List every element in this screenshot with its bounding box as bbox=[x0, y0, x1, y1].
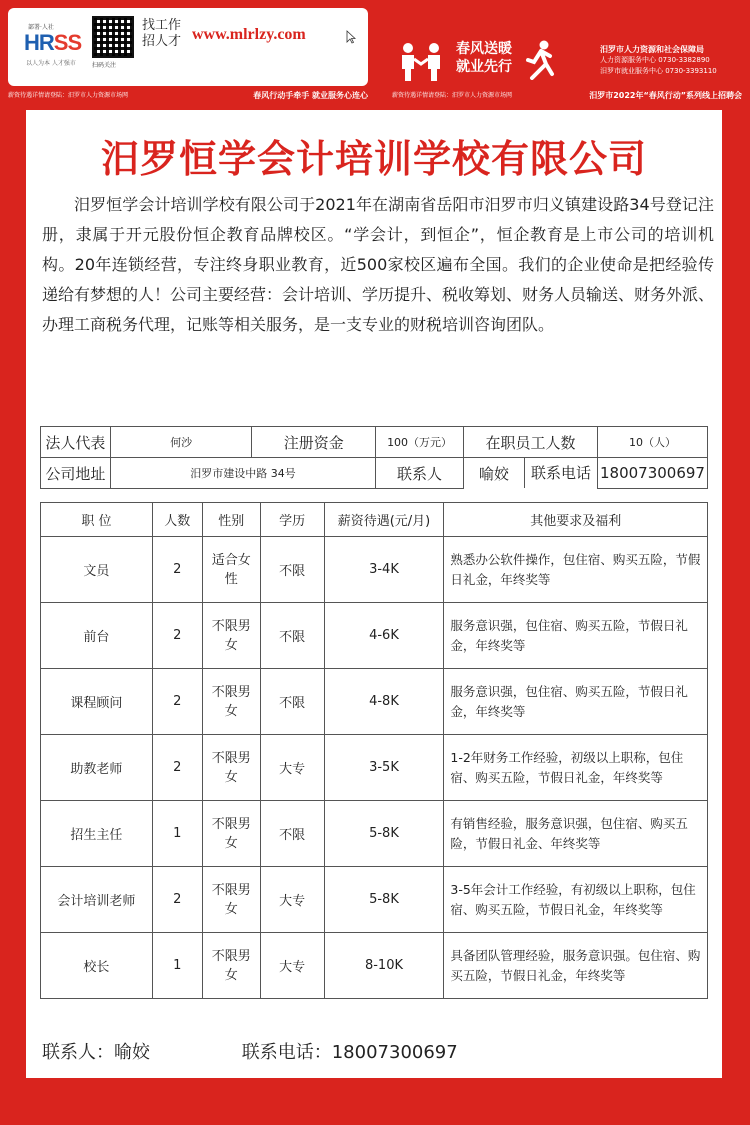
hrss-panel bbox=[8, 8, 368, 86]
top-banner bbox=[0, 0, 750, 105]
bureau-info bbox=[600, 44, 717, 77]
staff-value: 10（人） bbox=[597, 427, 707, 458]
phone-value[interactable]: 18007300697 bbox=[597, 458, 707, 489]
job-salary: 4-6K bbox=[324, 603, 444, 669]
contact-cell bbox=[464, 458, 597, 488]
jobs-header-row bbox=[41, 503, 708, 537]
job-salary: 3-4K bbox=[324, 537, 444, 603]
hrss-logo bbox=[20, 18, 90, 73]
legal-rep-value: 何沙 bbox=[110, 427, 252, 458]
contact-value: 喻姣 bbox=[478, 464, 509, 483]
qr-label: 扫码关注 bbox=[92, 62, 117, 69]
footer-phone-label: 联系电话： bbox=[241, 1042, 332, 1063]
job-gender: 不限男女 bbox=[202, 603, 260, 669]
job-gender: 适合女性 bbox=[202, 537, 260, 603]
job-requirements: 服务意识强，包住宿、购买五险，节假日礼金，年终奖等 bbox=[444, 603, 708, 669]
address-label: 公司地址 bbox=[41, 458, 111, 489]
seek-line-1: 找工作 bbox=[142, 18, 182, 33]
job-education: 不限 bbox=[260, 801, 324, 867]
job-gender: 不限男女 bbox=[202, 669, 260, 735]
job-requirements: 有销售经验，服务意识强，包住宿、购买五险，节假日礼金、年终奖等 bbox=[444, 801, 708, 867]
bureau-title: 汨罗市人力资源和社会保障局 bbox=[600, 45, 704, 54]
job-gender: 不限男女 bbox=[202, 801, 260, 867]
runner-icon bbox=[524, 40, 556, 80]
job-gender: 不限男女 bbox=[202, 735, 260, 801]
job-position: 校长 bbox=[41, 933, 153, 999]
footer-phone-value[interactable]: 18007300697 bbox=[331, 1042, 458, 1063]
table-row bbox=[41, 603, 708, 669]
job-education: 大专 bbox=[260, 735, 324, 801]
table-row bbox=[41, 735, 708, 801]
info-row-2 bbox=[41, 458, 708, 489]
job-requirements: 1-2年财务工作经验，初级以上职称，包住宿、购买五险，节假日礼金，年终奖等 bbox=[444, 735, 708, 801]
capital-value: 100（万元） bbox=[376, 427, 464, 458]
job-salary: 5-8K bbox=[324, 801, 444, 867]
header-count: 人数 bbox=[152, 503, 202, 537]
job-count: 2 bbox=[152, 867, 202, 933]
job-count: 2 bbox=[152, 735, 202, 801]
table-row bbox=[41, 867, 708, 933]
table-row bbox=[41, 537, 708, 603]
header-gender: 性别 bbox=[202, 503, 260, 537]
job-position: 课程顾问 bbox=[41, 669, 153, 735]
job-position: 前台 bbox=[41, 603, 153, 669]
hrss-logo-accent: SS bbox=[53, 30, 82, 55]
job-position: 助教老师 bbox=[41, 735, 153, 801]
footer-contact-label: 联系人： bbox=[42, 1042, 114, 1063]
job-count: 2 bbox=[152, 603, 202, 669]
company-title: 汨罗恒学会计培训学校有限公司 bbox=[100, 137, 647, 181]
bureau-line-1: 人力资源服务中心 0730-3382890 bbox=[600, 56, 710, 64]
slogan-line-1: 春风送暖 bbox=[456, 41, 512, 57]
job-position: 会计培训老师 bbox=[41, 867, 153, 933]
header-salary: 薪资待遇(元/月) bbox=[324, 503, 444, 537]
footer-contact bbox=[42, 1038, 458, 1064]
job-salary: 8-10K bbox=[324, 933, 444, 999]
job-salary: 3-5K bbox=[324, 735, 444, 801]
hrss-logo-top: 部署·人社 bbox=[28, 24, 54, 31]
phone-label: 联系电话 bbox=[524, 458, 597, 488]
job-count: 1 bbox=[152, 933, 202, 999]
table-row bbox=[41, 801, 708, 867]
info-row-1 bbox=[41, 427, 708, 458]
job-requirements: 具备团队管理经验，服务意识强。包住宿、购买五险，节假日礼金，年终奖等 bbox=[444, 933, 708, 999]
job-requirements: 服务意识强，包住宿、购买五险，节假日礼金，年终奖等 bbox=[444, 669, 708, 735]
job-education: 大专 bbox=[260, 933, 324, 999]
table-row bbox=[41, 933, 708, 999]
band-right-slogan: 汨罗市2022年“春风行动”系列线上招聘会 bbox=[589, 91, 742, 100]
job-position: 文员 bbox=[41, 537, 153, 603]
bureau-line-2: 汨罗市就业服务中心 0730-3393110 bbox=[600, 67, 717, 75]
job-count: 1 bbox=[152, 801, 202, 867]
capital-label: 注册资金 bbox=[252, 427, 376, 458]
job-gender: 不限男女 bbox=[202, 867, 260, 933]
job-count: 2 bbox=[152, 537, 202, 603]
seek-line-2: 招人才 bbox=[142, 34, 182, 49]
jobs-table bbox=[40, 502, 708, 999]
company-intro: 汨罗恒学会计培训学校有限公司于2021年在湖南省岳阳市汨罗市归义镇建设路34号登记注册，隶属于开元股份恒企教育品牌校区。“学会计，到恒企”，恒企教育是上市公司的培训机构。20年连锁经营，专注终身职业教育，近500家校区遍布全国。我们的企业使命是把经验传递给有梦想的人！公司主要经营：会计培训、学历提升、税收筹划、财务人员输送、财务外派、办理工商税务代理，记账等相关服务，是一支专业的财税培训咨询团队。 bbox=[42, 195, 715, 334]
slogan-line-2: 就业先行 bbox=[456, 59, 512, 75]
job-requirements: 3-5年会计工作经验，有初级以上职称，包住宿、购买五险，节假日礼金，年终奖等 bbox=[444, 867, 708, 933]
staff-label: 在职员工人数 bbox=[463, 427, 597, 458]
band-left-slogan: 春风行动手牵手 就业服务心连心 bbox=[253, 91, 368, 100]
job-salary: 5-8K bbox=[324, 867, 444, 933]
qr-code-icon bbox=[92, 16, 134, 58]
job-education: 不限 bbox=[260, 669, 324, 735]
job-requirements: 熟悉办公软件操作，包住宿、购买五险，节假日礼金，年终奖等 bbox=[444, 537, 708, 603]
band-left-note: 薪资待遇详情请登陆：汨罗市人力资源市场网 bbox=[8, 92, 129, 99]
band-left bbox=[8, 90, 368, 101]
company-info-table bbox=[40, 426, 708, 489]
job-count: 2 bbox=[152, 669, 202, 735]
band-right bbox=[392, 90, 742, 101]
handshake-icon bbox=[396, 42, 446, 82]
spring-slogan bbox=[456, 40, 512, 76]
legal-rep-label: 法人代表 bbox=[41, 427, 111, 458]
header-education: 学历 bbox=[260, 503, 324, 537]
job-education: 不限 bbox=[260, 537, 324, 603]
hrss-logo-text: HRSS bbox=[24, 30, 82, 55]
header-requirements: 其他要求及福利 bbox=[444, 503, 708, 537]
job-position: 招生主任 bbox=[41, 801, 153, 867]
seek-slogan bbox=[142, 18, 190, 50]
header-position: 职 位 bbox=[41, 503, 153, 537]
hrss-logo-sub: 以人为本 人才强市 bbox=[26, 60, 76, 67]
cursor-icon bbox=[346, 30, 356, 44]
band-right-note: 薪资待遇详情请登陆：汨罗市人力资源市场网 bbox=[392, 92, 513, 99]
job-gender: 不限男女 bbox=[202, 933, 260, 999]
table-row bbox=[41, 669, 708, 735]
website-link[interactable]: www.mlrlzy.com bbox=[192, 26, 306, 43]
job-salary: 4-8K bbox=[324, 669, 444, 735]
job-education: 大专 bbox=[260, 867, 324, 933]
job-education: 不限 bbox=[260, 603, 324, 669]
address-value: 汨罗市建设中路 34号 bbox=[110, 458, 375, 489]
poster-card bbox=[26, 110, 722, 1078]
footer-contact-value: 喻姣 bbox=[114, 1042, 150, 1063]
contact-label: 联系人 bbox=[376, 458, 464, 489]
